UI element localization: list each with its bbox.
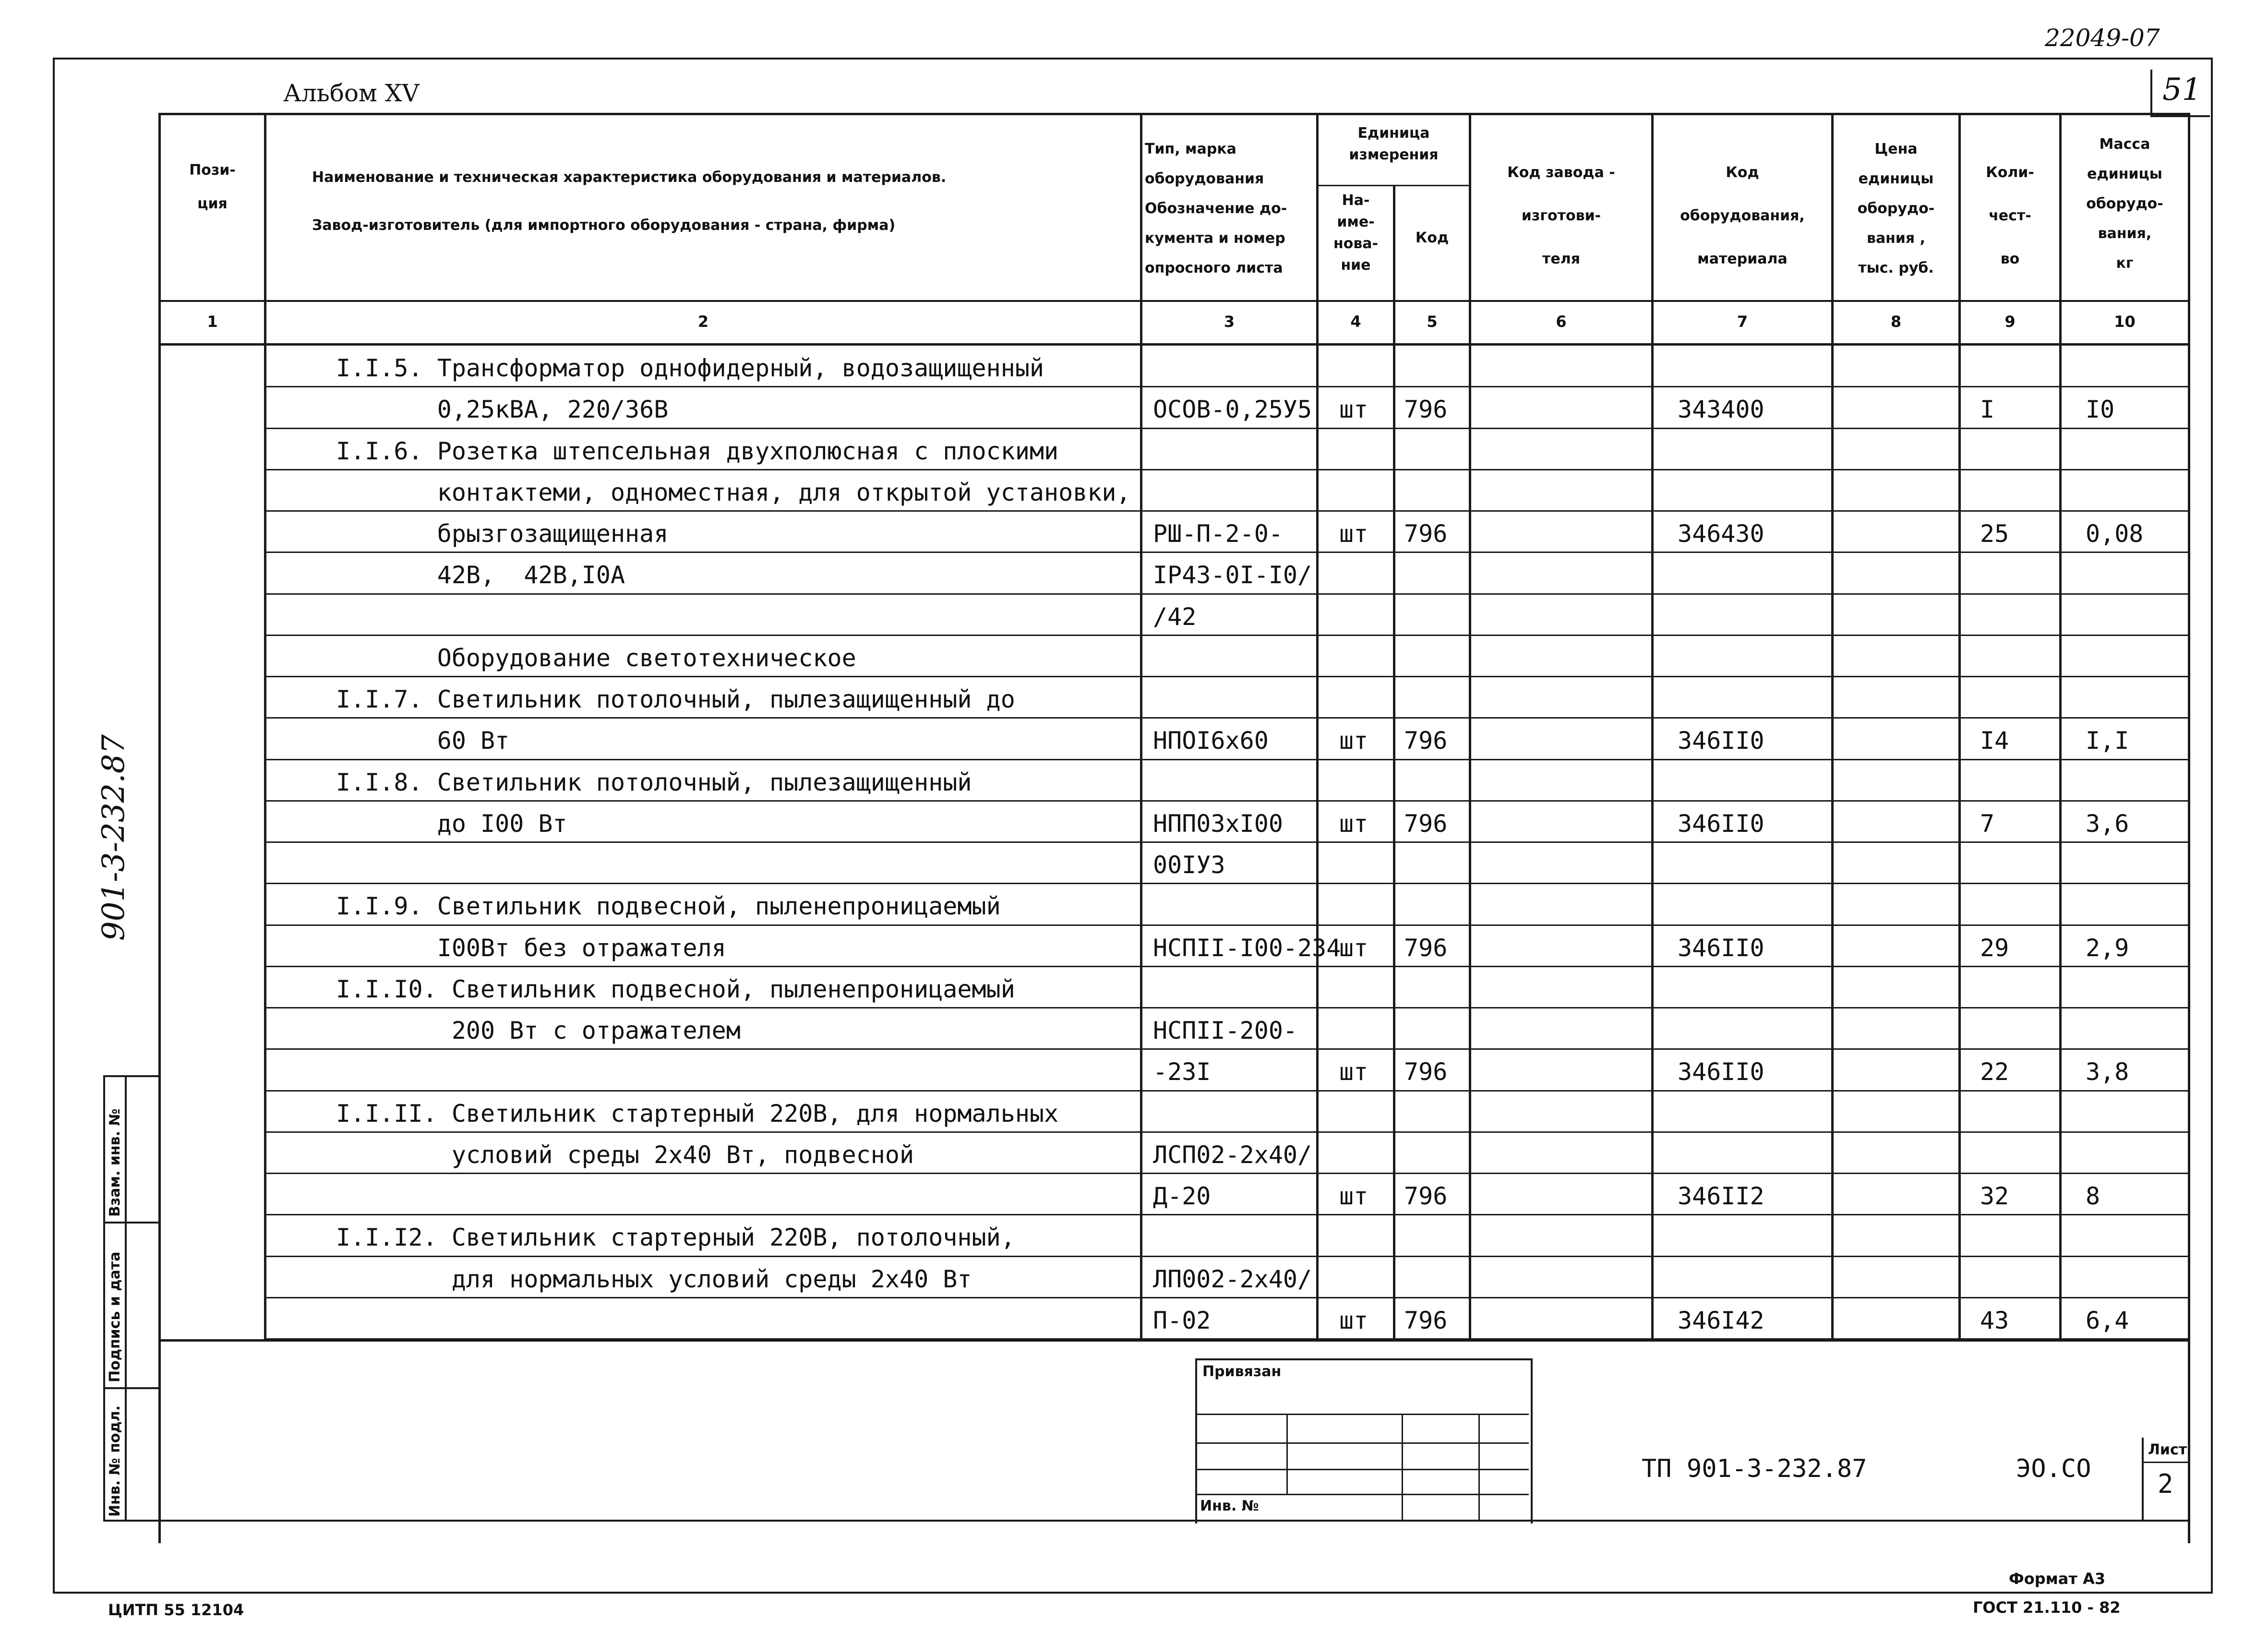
cell-code: 796 — [1404, 934, 1448, 962]
cell-code: 796 — [1404, 396, 1448, 424]
cell-name: до I00 Вт — [336, 809, 567, 838]
col-num-6: 6 — [1556, 312, 1567, 331]
row-line — [266, 635, 2189, 636]
header-bottom-line — [158, 300, 2190, 302]
bound-v2 — [1402, 1414, 1403, 1522]
frame-bottom — [53, 1592, 2213, 1594]
cell-code: 796 — [1404, 1306, 1448, 1334]
side-stamp-div1 — [103, 1222, 158, 1224]
row-line — [266, 800, 2189, 802]
cell-type: ОСОВ-0,25У5 — [1153, 396, 1312, 424]
cell-mass: 6,4 — [2086, 1306, 2129, 1334]
cell-quantity: I4 — [1980, 727, 2009, 755]
cell-name: Оборудование светотехническое — [336, 644, 856, 672]
col-line-5 — [1469, 113, 1471, 1342]
cell-equipment-code: 346II0 — [1678, 1058, 1764, 1086]
col-num-9: 9 — [2004, 312, 2016, 331]
row-line — [266, 883, 2189, 884]
cell-name: I.I.5. Трансформатор однофидерный, водозащищенный — [336, 354, 1044, 383]
cell-code: 796 — [1404, 809, 1448, 838]
cell-unit: шт — [1339, 1182, 1368, 1211]
row-line — [266, 759, 2189, 760]
col-header-6: Код завода - изготови- теля — [1507, 164, 1615, 267]
cell-quantity: 25 — [1980, 520, 2009, 548]
cell-mass: I,I — [2086, 727, 2129, 755]
row-line — [266, 386, 2189, 387]
bound-v1 — [1286, 1414, 1288, 1495]
cell-name: I.I.9. Светильник подвесной, пыленепроницаемый — [336, 892, 1001, 921]
cell-name: контактеми, одноместная, для открытой установки, — [336, 478, 1131, 506]
row-line — [266, 552, 2189, 553]
cell-type: НСПII-200- — [1153, 1017, 1298, 1045]
cell-unit: шт — [1339, 1306, 1368, 1334]
cell-quantity: 32 — [1980, 1182, 2009, 1211]
cell-name: брызгозащищенная — [336, 520, 669, 548]
cell-quantity: 7 — [1980, 809, 1995, 838]
cell-name: I.I.7. Светильник потолочный, пылезащищенный до — [336, 685, 1015, 714]
cell-equipment-code: 346I42 — [1678, 1306, 1764, 1334]
row-line — [266, 1297, 2189, 1298]
side-stamp-bottom — [103, 1520, 2190, 1522]
cell-unit: шт — [1339, 1058, 1368, 1086]
colnum-bottom-line — [158, 343, 2190, 346]
side-stamp-mid — [125, 1075, 127, 1522]
col-num-2: 2 — [697, 312, 709, 331]
col-num-5: 5 — [1427, 312, 1438, 331]
cell-code: 796 — [1404, 520, 1448, 548]
col-num-7: 7 — [1737, 312, 1748, 331]
cell-unit: шт — [1339, 934, 1368, 962]
col-line-8 — [1958, 113, 1961, 1342]
cell-name: I.I.I0. Светильник подвесной, пыленепроницаемый — [336, 975, 1015, 1003]
sheet-box-line — [2142, 1462, 2190, 1463]
cell-name: 60 Вт — [336, 727, 510, 755]
col-header-3: Тип, марка оборудования Обозначение до- кумента и номер опросного листа — [1145, 141, 1287, 276]
cell-code: 796 — [1404, 1058, 1448, 1086]
col-header-7: Код оборудования, материала — [1680, 164, 1805, 267]
col-line-2 — [1140, 113, 1142, 1342]
cell-type: ЛСП02-2х40/ — [1153, 1140, 1312, 1169]
row-line — [266, 966, 2189, 967]
row-line — [266, 1131, 2189, 1133]
side-stamp-signature-date: Подпись и дата — [107, 1251, 123, 1382]
col-line-1 — [264, 113, 266, 1342]
row-line — [266, 428, 2189, 429]
cell-quantity: 29 — [1980, 934, 2009, 962]
cell-equipment-code: 343400 — [1678, 396, 1764, 424]
col-header-9: Коли- чест- во — [1986, 164, 2034, 267]
cell-type: НПОI6х60 — [1153, 727, 1269, 755]
cell-name: I.I.II. Светильник стартерный 220В, для нормальных — [336, 1099, 1059, 1128]
cell-quantity: I — [1980, 396, 1995, 424]
cell-mass: 3,6 — [2086, 809, 2129, 838]
cell-quantity: 22 — [1980, 1058, 2009, 1086]
col-header-1: Пози- ция — [189, 162, 236, 212]
side-handwritten-number: 901-3-232.87 — [96, 734, 132, 941]
row-line — [266, 676, 2189, 677]
album-label: Альбом XV — [283, 79, 420, 107]
cell-quantity: 43 — [1980, 1306, 2009, 1334]
cell-name: I00Вт без отражателя — [336, 934, 726, 962]
row-line — [266, 469, 2189, 470]
col-line-3 — [1316, 113, 1319, 1342]
frame-left — [53, 58, 55, 1594]
row-line — [266, 1338, 2189, 1340]
col-line-4 — [1393, 185, 1395, 1342]
unit-group-line — [1316, 185, 1469, 186]
col-header-10: Масса единицы оборудо- вания, кг — [2086, 136, 2163, 272]
cell-type: -23I — [1153, 1058, 1211, 1086]
cell-unit: шт — [1339, 396, 1368, 424]
col-num-3: 3 — [1224, 312, 1235, 331]
side-stamp-top — [103, 1075, 158, 1077]
row-line — [266, 593, 2189, 595]
col-line-10 — [2188, 113, 2190, 1543]
format-label: Формат А3 — [2009, 1570, 2106, 1588]
side-stamp-left — [103, 1075, 105, 1522]
cell-name: I.I.I2. Светильник стартерный 220В, потолочный, — [336, 1224, 1015, 1252]
col-line-6 — [1651, 113, 1654, 1342]
row-line — [266, 1214, 2189, 1215]
cell-name: I.I.6. Розетка штепсельная двухполюсная с плоскими — [336, 437, 1059, 465]
section-code: ЭО.СО — [2016, 1454, 2091, 1483]
cell-mass: 2,9 — [2086, 934, 2129, 962]
bound-label: Привязан — [1202, 1363, 1282, 1380]
side-stamp-replace-inv: Взам. инв. № — [107, 1108, 123, 1217]
gost-label: ГОСТ 21.110 - 82 — [1973, 1598, 2121, 1617]
row-line — [266, 1048, 2189, 1050]
cell-equipment-code: 346II0 — [1678, 809, 1764, 838]
cell-code: 796 — [1404, 727, 1448, 755]
cell-equipment-code: 346II0 — [1678, 934, 1764, 962]
cell-type: НПП03хI00 — [1153, 809, 1283, 838]
col-num-8: 8 — [1890, 312, 1902, 331]
col-header-2: Наименование и техническая характеристика оборудования и материалов. Завод-изготовитель (для импортного оборудования - страна, фирма) — [312, 169, 947, 234]
cell-name: 0,25кВА, 220/36В — [336, 396, 669, 424]
cell-type: IP43-0I-I0/ — [1153, 561, 1312, 589]
cell-equipment-code: 346II0 — [1678, 727, 1764, 755]
cell-name: I.I.8. Светильник потолочный, пылезащищенный — [336, 768, 972, 796]
doc-number-top: 22049-07 — [2045, 24, 2160, 52]
bound-v3 — [1478, 1414, 1480, 1522]
col-num-10: 10 — [2114, 312, 2136, 331]
inv-label: Инв. № — [1200, 1498, 1259, 1514]
frame-top — [53, 58, 2213, 60]
cell-unit: шт — [1339, 727, 1368, 755]
row-line — [266, 1173, 2189, 1174]
cell-mass: 0,08 — [2086, 520, 2144, 548]
cell-equipment-code: 346430 — [1678, 520, 1764, 548]
doc-code: ТП 901-3-232.87 — [1642, 1454, 1867, 1483]
cell-mass: 3,8 — [2086, 1058, 2129, 1086]
cell-type: 00IУ3 — [1153, 851, 1225, 879]
cell-equipment-code: 346II2 — [1678, 1182, 1764, 1211]
cell-type: НСПII-I00-234 — [1153, 934, 1341, 962]
col-num-1: 1 — [207, 312, 218, 331]
cell-type: ЛП002-2х40/ — [1153, 1265, 1312, 1293]
print-mark: ЦИТП 55 12104 — [108, 1601, 244, 1619]
sheet-label: Лист — [2148, 1441, 2187, 1458]
cell-name: 200 Вт с отражателем — [336, 1017, 741, 1045]
cell-type: П-02 — [1153, 1306, 1211, 1334]
col-header-5: Код — [1415, 229, 1449, 246]
cell-code: 796 — [1404, 1182, 1448, 1211]
cell-name: условий среды 2х40 Вт, подвесной — [336, 1140, 914, 1169]
row-line — [266, 1007, 2189, 1008]
cell-name: для нормальных условий среды 2х40 Вт — [336, 1265, 972, 1293]
sheet-number: 2 — [2158, 1469, 2173, 1499]
col-header-8: Цена единицы оборудо- вания , тыс. руб. — [1857, 141, 1935, 276]
col-line-9 — [2059, 113, 2062, 1342]
unit-group-header: Единица измерения — [1349, 125, 1439, 163]
sheet-number-top: 51 — [2162, 72, 2202, 108]
cell-type: РШ-П-2-0- — [1153, 520, 1283, 548]
cell-mass: I0 — [2086, 396, 2115, 424]
row-line — [266, 1090, 2189, 1092]
col-num-4: 4 — [1350, 312, 1361, 331]
row-line — [266, 717, 2189, 719]
row-line — [266, 841, 2189, 843]
frame-right — [2211, 58, 2213, 1594]
side-stamp-div2 — [103, 1387, 158, 1389]
table-top-line — [158, 113, 2190, 115]
row-line — [266, 510, 2189, 512]
cell-type: Д-20 — [1153, 1182, 1211, 1211]
cell-unit: шт — [1339, 809, 1368, 838]
side-stamp-orig-inv: Инв. № подл. — [107, 1405, 123, 1517]
cell-type: /42 — [1153, 602, 1197, 631]
cell-unit: шт — [1339, 520, 1368, 548]
cell-name: 42В, 42В,I0А — [336, 561, 625, 589]
cell-mass: 8 — [2086, 1182, 2100, 1211]
col-line-7 — [1831, 113, 1834, 1342]
row-line — [266, 924, 2189, 926]
col-header-4: На- име- нова- ние — [1333, 192, 1379, 274]
row-line — [266, 1256, 2189, 1257]
